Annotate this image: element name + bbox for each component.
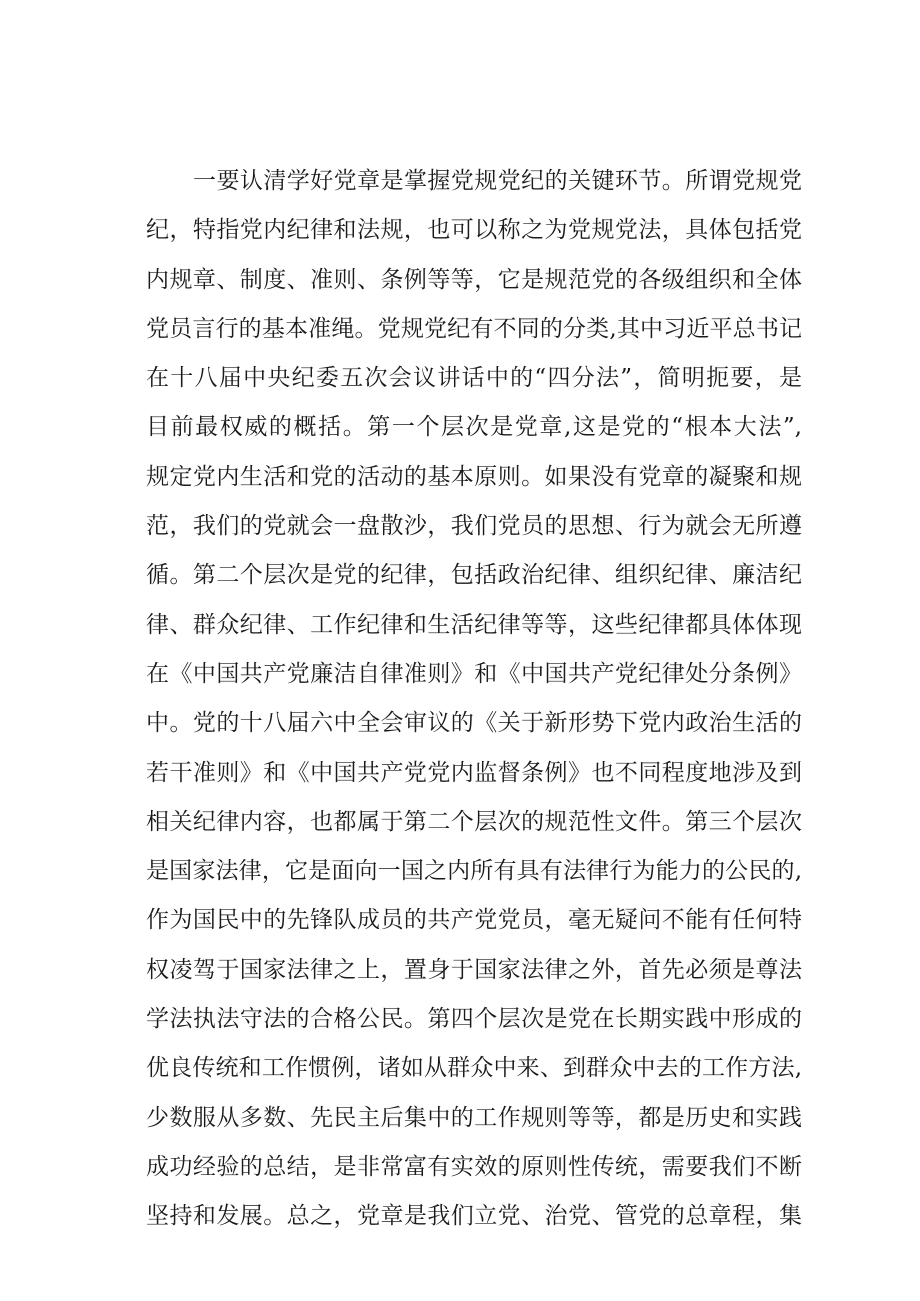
paragraph-line: 范，我们的党就会一盘散沙，我们党员的思想、行为就会无所遵 [146, 513, 802, 540]
paragraph-line: 成功经验的总结，是非常富有实效的原则性传统，需要我们不断 [146, 1153, 802, 1180]
paragraph-line: 少数服从多数、先民主后集中的工作规则等等，都是历史和实践 [146, 1104, 802, 1131]
paragraph-line: 坚持和发展。总之，党章是我们立党、治党、管党的总章程，集 [146, 1203, 802, 1230]
paragraph-line: 党员言行的基本准绳。党规党纪有不同的分类,其中习近平总书记 [146, 315, 802, 342]
paragraph-line: 目前最权威的概括。第一个层次是党章,这是党的“根本大法”, [146, 414, 802, 441]
paragraph-line: 作为国民中的先锋队成员的共产党党员，毫无疑问不能有任何特 [146, 907, 802, 934]
paragraph-line: 律、群众纪律、工作纪律和生活纪律等等，这些纪律都具体体现 [146, 611, 802, 638]
paragraph-line: 在十八届中央纪委五次会议讲话中的“四分法”，简明扼要，是 [146, 365, 802, 392]
paragraph-line: 纪，特指党内纪律和法规，也可以称之为党规党法，具体包括党 [146, 217, 802, 244]
body-paragraph [146, 157, 802, 1242]
paragraph-line: 内规章、制度、准则、条例等等，它是规范党的各级组织和全体 [146, 266, 802, 293]
paragraph-line: 在《中国共产党廉洁自律准则》和《中国共产党纪律处分条例》 [146, 660, 802, 687]
paragraph-line: 若干准则》和《中国共产党党内监督条例》也不同程度地涉及到 [146, 759, 802, 786]
paragraph-line: 规定党内生活和党的活动的基本原则。如果没有党章的凝聚和规 [146, 463, 802, 490]
paragraph-line: 权凌驾于国家法律之上，置身于国家法律之外，首先必须是尊法 [146, 956, 802, 983]
paragraph-line: 循。第二个层次是党的纪律，包括政治纪律、组织纪律、廉洁纪 [146, 562, 802, 589]
paragraph-line: 是国家法律，它是面向一国之内所有具有法律行为能力的公民的, [146, 858, 802, 885]
paragraph-line: 一要认清学好党章是掌握党规党纪的关键环节。所谓党规党 [193, 168, 802, 194]
paragraph-line: 相关纪律内容，也都属于第二个层次的规范性文件。第三个层次 [146, 808, 802, 835]
paragraph-line: 优良传统和工作惯例，诸如从群众中来、到群众中去的工作方法, [146, 1055, 802, 1082]
paragraph-line: 中。党的十八届六中全会审议的《关于新形势下党内政治生活的 [146, 710, 802, 737]
paragraph-line: 学法执法守法的合格公民。第四个层次是党在长期实践中形成的 [146, 1006, 802, 1033]
